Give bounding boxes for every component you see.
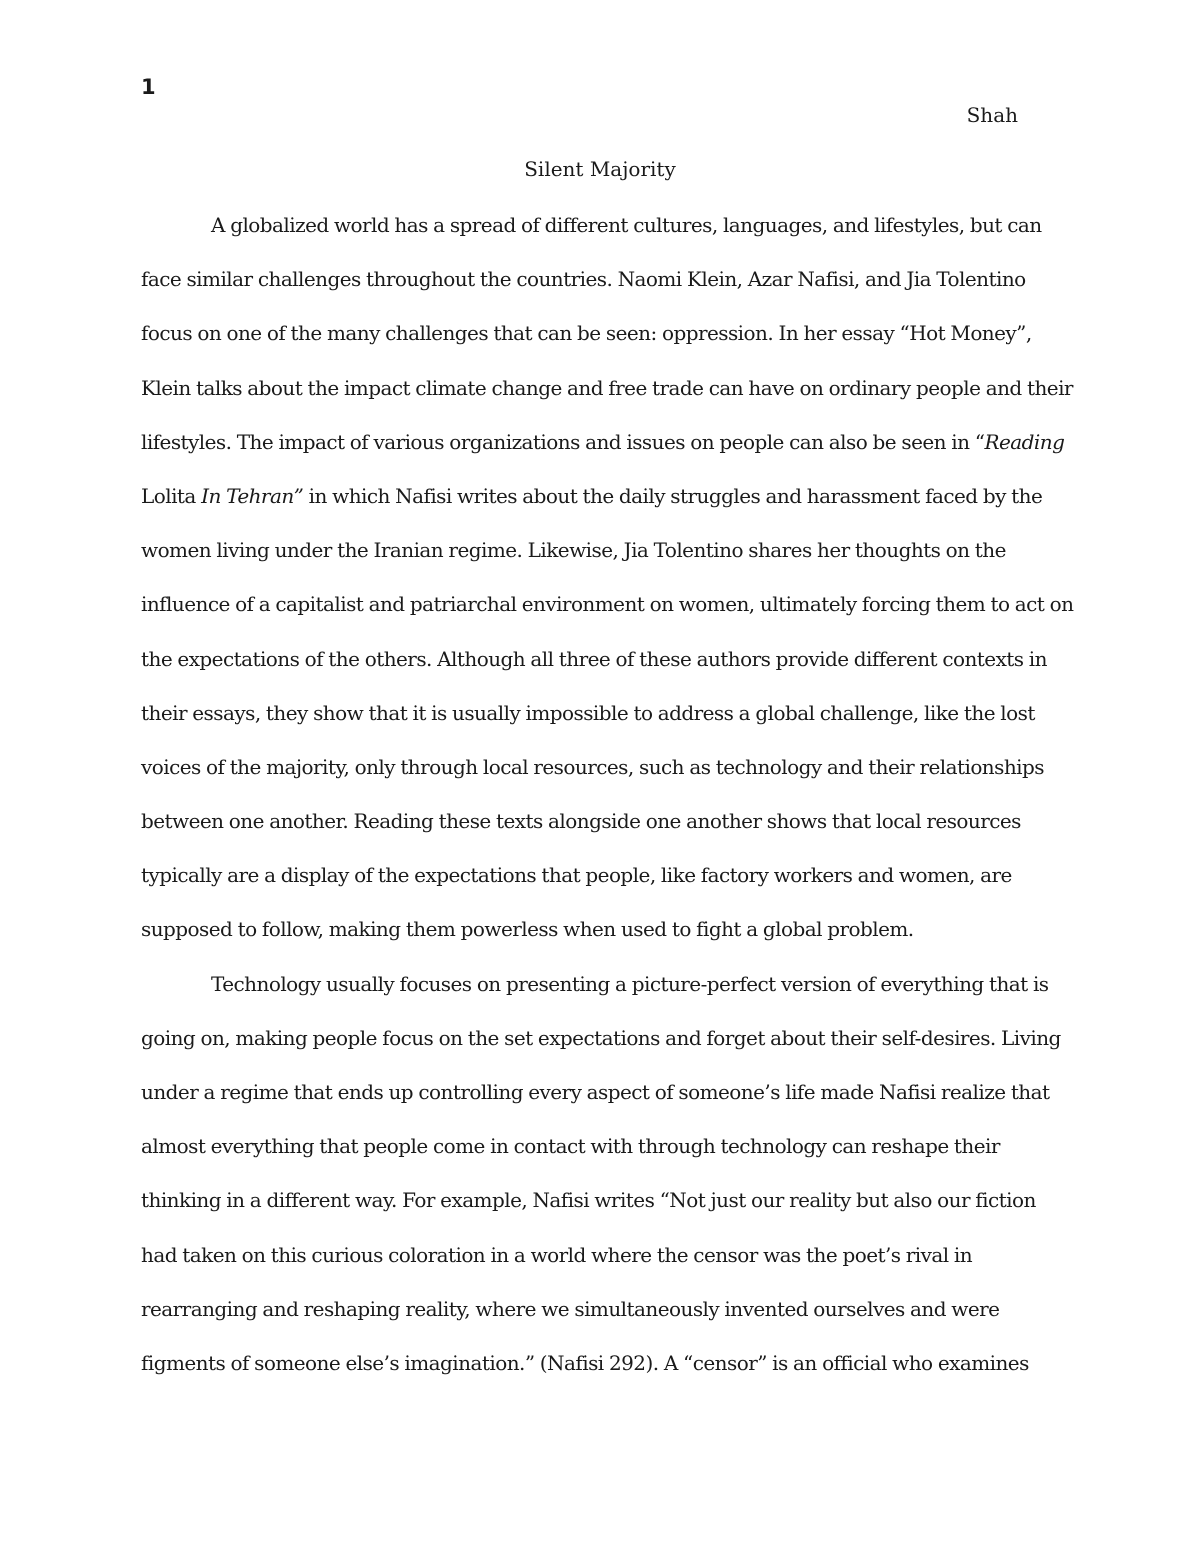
running-head: Shah	[966, 103, 1018, 127]
text-line	[141, 807, 1086, 861]
document-title: Silent Majority	[524, 157, 676, 181]
line-text: rearranging and reshaping reality, where we simultaneously invented ourselves and were	[141, 1296, 1000, 1321]
text-line	[141, 1078, 1086, 1132]
text-line	[141, 753, 1086, 807]
text-line	[141, 1241, 1086, 1295]
line-italic-text: In Tehran”	[201, 483, 304, 508]
line-text: between one another. Reading these texts alongside one another shows that local resources	[141, 809, 1021, 834]
line-text: their essays, they show that it is usually impossible to address a global challenge, like the lost	[141, 700, 1035, 725]
text-line	[141, 319, 1086, 373]
line-text: the expectations of the others. Although all three of these authors provide different contexts in	[141, 646, 1047, 671]
line-text: supposed to follow, making them powerless when used to fight a global problem.	[141, 917, 914, 942]
text-line	[141, 265, 1086, 319]
line-text: A globalized world has a spread of different cultures, languages, and lifestyles, but can	[211, 213, 1042, 237]
text-line	[141, 211, 1086, 265]
line-italic-text: Reading	[984, 429, 1065, 454]
text-line	[141, 970, 1086, 1024]
line-text: focus on one of the many challenges that can be seen: oppression. In her essay “Hot Money”,	[141, 321, 1032, 346]
text-line	[141, 861, 1086, 915]
line-text: Lolita	[141, 483, 202, 508]
line-text: voices of the majority, only through local resources, such as technology and their relationships	[141, 754, 1044, 779]
text-line	[141, 1024, 1086, 1078]
line-text: figments of someone else’s imagination.” (Nafisi 292). A “censor” is an official who examines	[141, 1350, 1029, 1375]
page-number: 1	[141, 75, 156, 99]
line-text: lifestyles. The impact of various organizations and issues on people can also be seen in “	[141, 429, 985, 454]
line-text: almost everything that people come in contact with through technology can reshape their	[141, 1134, 1000, 1159]
text-line	[141, 699, 1086, 753]
line-text: influence of a capitalist and patriarchal environment on women, ultimately forcing them to act on	[141, 592, 1074, 617]
line-text: Klein talks about the impact climate change and free trade can have on ordinary people and their	[141, 375, 1073, 400]
line-text: women living under the Iranian regime. Likewise, Jia Tolentino shares her thoughts on the	[141, 538, 1006, 563]
text-line	[141, 428, 1086, 482]
text-line	[141, 374, 1086, 428]
line-text: typically are a display of the expectations that people, like factory workers and women, are	[141, 863, 1012, 888]
line-text: thinking in a different way. For example, Nafisi writes “Not just our reality but also our fiction	[141, 1188, 1036, 1213]
line-text: face similar challenges throughout the countries. Naomi Klein, Azar Nafisi, and Jia Tolentino	[141, 267, 1026, 292]
text-line	[141, 1295, 1086, 1349]
line-text: Technology usually focuses on presenting a picture-perfect version of everything that is	[211, 971, 1049, 996]
line-text-continued: in which Nafisi writes about the daily struggles and harassment faced by the	[303, 483, 1043, 508]
text-line	[141, 915, 1086, 969]
line-text: under a regime that ends up controlling every aspect of someone’s life made Nafisi realize that	[141, 1080, 1050, 1104]
text-line	[141, 590, 1086, 644]
line-text: had taken on this curious coloration in a world where the censor was the poet’s rival in	[141, 1242, 973, 1267]
text-line	[141, 482, 1086, 536]
text-line	[141, 645, 1086, 699]
text-line	[141, 536, 1086, 590]
text-line	[141, 1349, 1086, 1403]
line-text: going on, making people focus on the set expectations and forget about their self-desires. Living	[141, 1025, 1061, 1050]
essay-body	[141, 211, 1086, 1403]
text-line	[141, 1186, 1086, 1240]
text-line	[141, 1132, 1086, 1186]
